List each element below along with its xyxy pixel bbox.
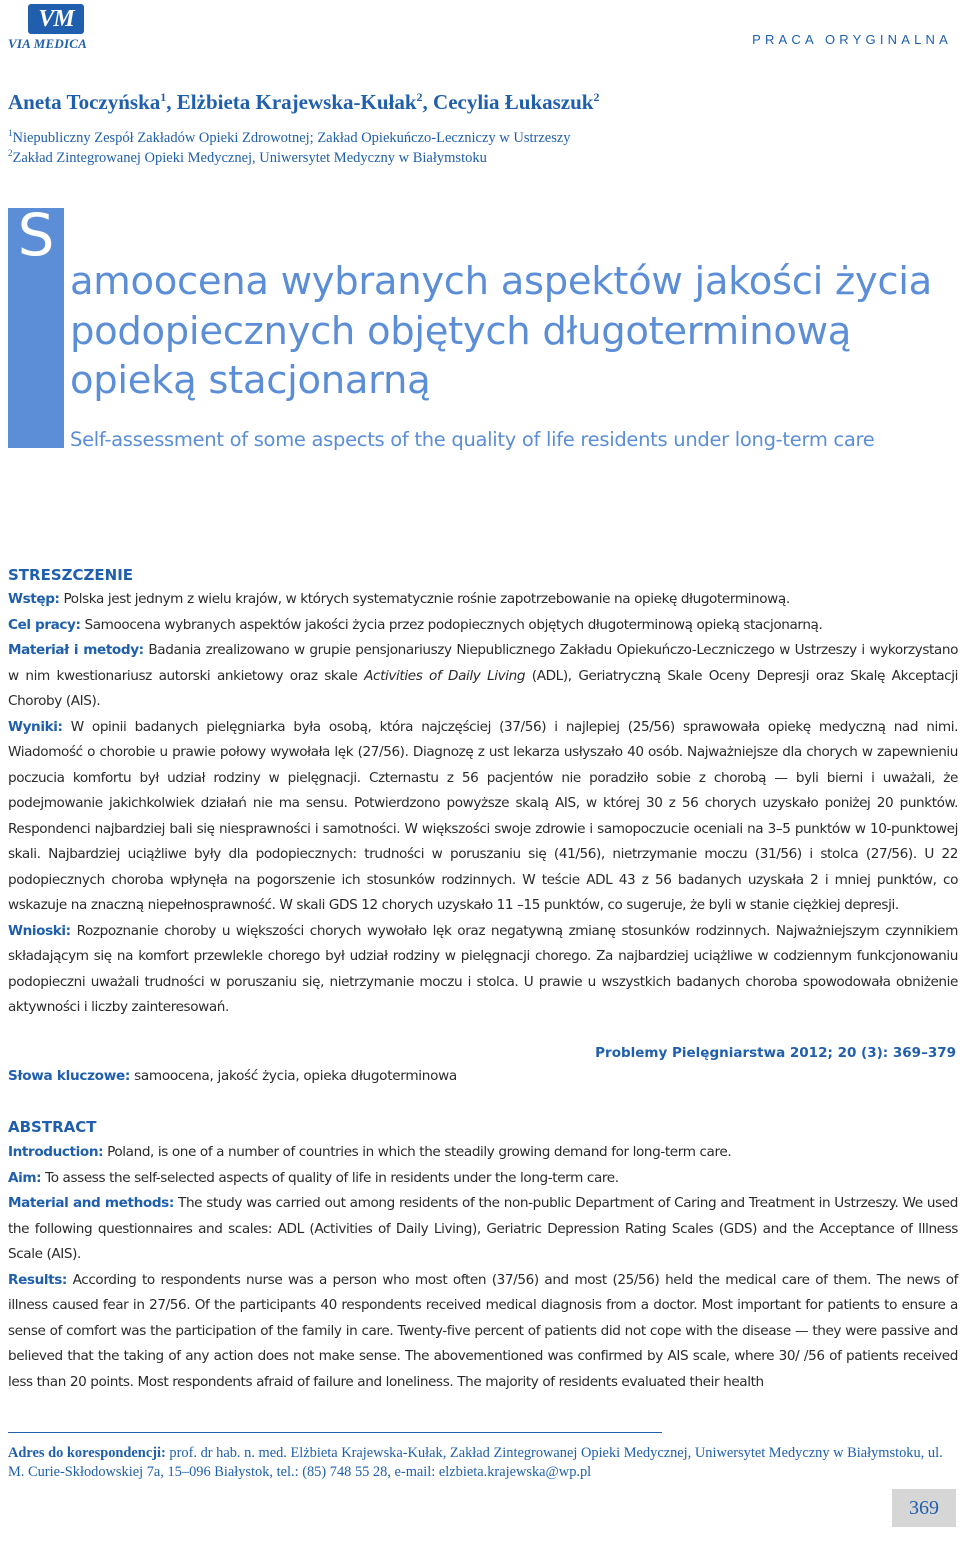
abstract-paragraph: Material and methods: The study was carried out among residents of the non-public Department of Caring and Treatment in Ustrzeszy. We used the following questionnaires and scales: ADL (Activities of Daily Living), Geriatric Depression Rating Scales (GDS) and the Acceptance of Illness Scale (AIS).: [8, 1195, 959, 1262]
title-line-1: amoocena wybranych aspektów jakości życia: [70, 259, 932, 304]
streszczenie-paragraph: Wstęp: Polska jest jednym z wielu krajów, w których systematycznie rośnie zapotrzebowanie na opiekę długoterminową.: [8, 591, 790, 607]
author-separator: ,: [166, 90, 177, 114]
streszczenie-body: [8, 587, 958, 1021]
via-medica-logo: [8, 4, 108, 50]
title-english: Self-assessment of some aspects of the quality of life residents under long-term care: [70, 428, 875, 451]
author-separator: ,: [422, 90, 434, 114]
keywords: Słowa kluczowe: samoocena, jakość życia, opieka długoterminowa: [8, 1068, 457, 1084]
author-affil-sup: 2: [416, 90, 423, 104]
author-name: Cecylia Łukaszuk: [433, 90, 594, 114]
logo-text: VIA MEDICA: [8, 36, 87, 51]
author-affil-sup: 1: [160, 90, 167, 104]
title-line-2: podopiecznych objętych długoterminową: [70, 309, 852, 354]
abstract-paragraph: Introduction: Poland, is one of a number of countries in which the steadily growing demand for long-term care.: [8, 1144, 732, 1160]
title-line-3: opieką stacjonarną: [70, 358, 431, 403]
streszczenie-paragraph: Materiał i metody: Badania zrealizowano w grupie pensjonariuszy Niepublicznego Zakładu Opiekuńczo-Leczniczego w Ustrzeszy i wykorzystano w nim kwestionariusz autorski ankietowy oraz skale Activities of Daily Living (ADL), Geriatryczną Skale Oceny Depresji oraz Skalę Akceptacji Choroby (AIS).: [8, 642, 959, 709]
author-name: Elżbieta Krajewska-Kułak: [176, 90, 417, 114]
author-affil-sup: 2: [593, 90, 600, 104]
affiliation-2: $^2$Zakład Zintegrowanej Opieki Medycznej, Uniwersytet Medyczny w Białymstoku: [8, 148, 487, 166]
streszczenie-paragraph: Cel pracy: Samoocena wybranych aspektów jakości życia przez podopiecznych objętych długoterminową opieką stacjonarną.: [8, 616, 823, 633]
logo-mark: VM: [28, 4, 84, 34]
correspondence-address: Adres do korespondencji: prof. dr hab. n. med. Elżbieta Krajewska-Kułak, Zakład Zintegrowanej Opieki Medycznej, Uniwersytet Medyczny w Białymstoku, ul. M. Curie-Skłodowskiej 7a, 15–096 Białystok, tel.: (85) 748 55 28, e-mail: elzbieta.krajewska@wp.pl: [8, 1445, 943, 1480]
abstract-paragraph: Aim: To assess the self-selected aspects of quality of life in residents under the long-term care.: [8, 1169, 619, 1186]
abstract-heading: ABSTRACT: [8, 1118, 97, 1136]
authors-line: [8, 90, 599, 115]
streszczenie-paragraph: Wyniki: W opinii badanych pielęgniarka była osobą, która najczęściej (37/56) i najlepiej (25/56) sprawowała opiekę medyczną nad nimi. Wiadomość o chorobie u prawie połowy wywołała lęk (27/56). Diagnozę z ust lekarza usłyszało 40 osób. Najważniejsze dla chorych w zapewnieniu poczucia komfortu był udział rodziny w pielęgnacji. Czternastu z 56 pacjentów nie poradziło sobie z chorobą — byli bierni i uważali, że podejmowanie jakichkolwiek działań nie ma sensu. Potwierdzono powyższe skalą AIS, w której 30 z 56 chorych uzyskało poniżej 20 punktów. Respondenci najbardziej bali się niesprawności i samotności. W większości swoje zdrowie i samopoczucie oceniali na 3–5 punktów w 10-punktowej skali. Najbardziej uciążliwe były dla podopiecznych: trudności w poruszaniu się (41/56), nietrzymanie moczu (31/56) i stolca (27/56). U 22 podopiecznych choroba wpłynęła na pogorszenie ich stosunków rodzinnych. W teście ADL 43 z 56 badanych uzyskała 2 i mniej punktów, co wskazuje na znaczną niepełnosprawność. W skali GDS 12 chorych uzyskało 11 –15 punktów, co sugeruje, że byli w stanie ciężkiej depresji.: [8, 718, 958, 913]
streszczenie-heading: STRESZCZENIE: [8, 566, 134, 584]
footer-divider: [8, 1432, 662, 1433]
affiliation-1: $^1$Niepubliczny Zespół Zakładów Opieki Zdrowotnej; Zakład Opiekuńczo-Leczniczy w Ustrzeszy: [8, 128, 571, 146]
journal-citation: Problemy Pielęgniarstwa 2012; 20 (3): 369–379: [595, 1045, 956, 1061]
section-label: PRACA ORYGINALNA: [752, 32, 952, 47]
page-number: 369: [892, 1489, 956, 1527]
title-initial: S: [17, 201, 55, 269]
abstract-body: [8, 1140, 958, 1395]
streszczenie-paragraph: Wnioski: Rozpoznanie choroby u większości chorych wywołało lęk oraz negatywną zmianę stosunków rodzinnych. Najważniejszym czynnikiem składającym się na komfort przewlekle chorego był udział rodziny w pielęgnacji chorego. Za najbardziej uciążliwe w codziennym funkcjonowaniu podopieczni uważali trudności w poruszaniu się, nietrzymanie moczu i stolca. U prawie u wszystkich badanych choroba spowodowała obniżenie aktywności i liczby zainteresowań.: [8, 922, 958, 1015]
abstract-paragraph: Results: According to respondents nurse was a person who most often (37/56) and most (25/56) held the medical care of them. The news of illness caused fear in 27/56. Of the participants 40 respondents received medical diagnosis from a doctor. Most important for patients to ensure a sense of comfort was the participation of the family in care. Twenty-five percent of patients did not cope with the disease — they were passive and believed that the taking of any action does not make sense. The abovementioned was confirmed by AIS scale, where 30/ /56 of patients received less than 20 points. Most respondents afraid of failure and loneliness. The majority of residents evaluated their health: [8, 1271, 958, 1390]
author-name: Aneta Toczyńska: [8, 90, 161, 114]
